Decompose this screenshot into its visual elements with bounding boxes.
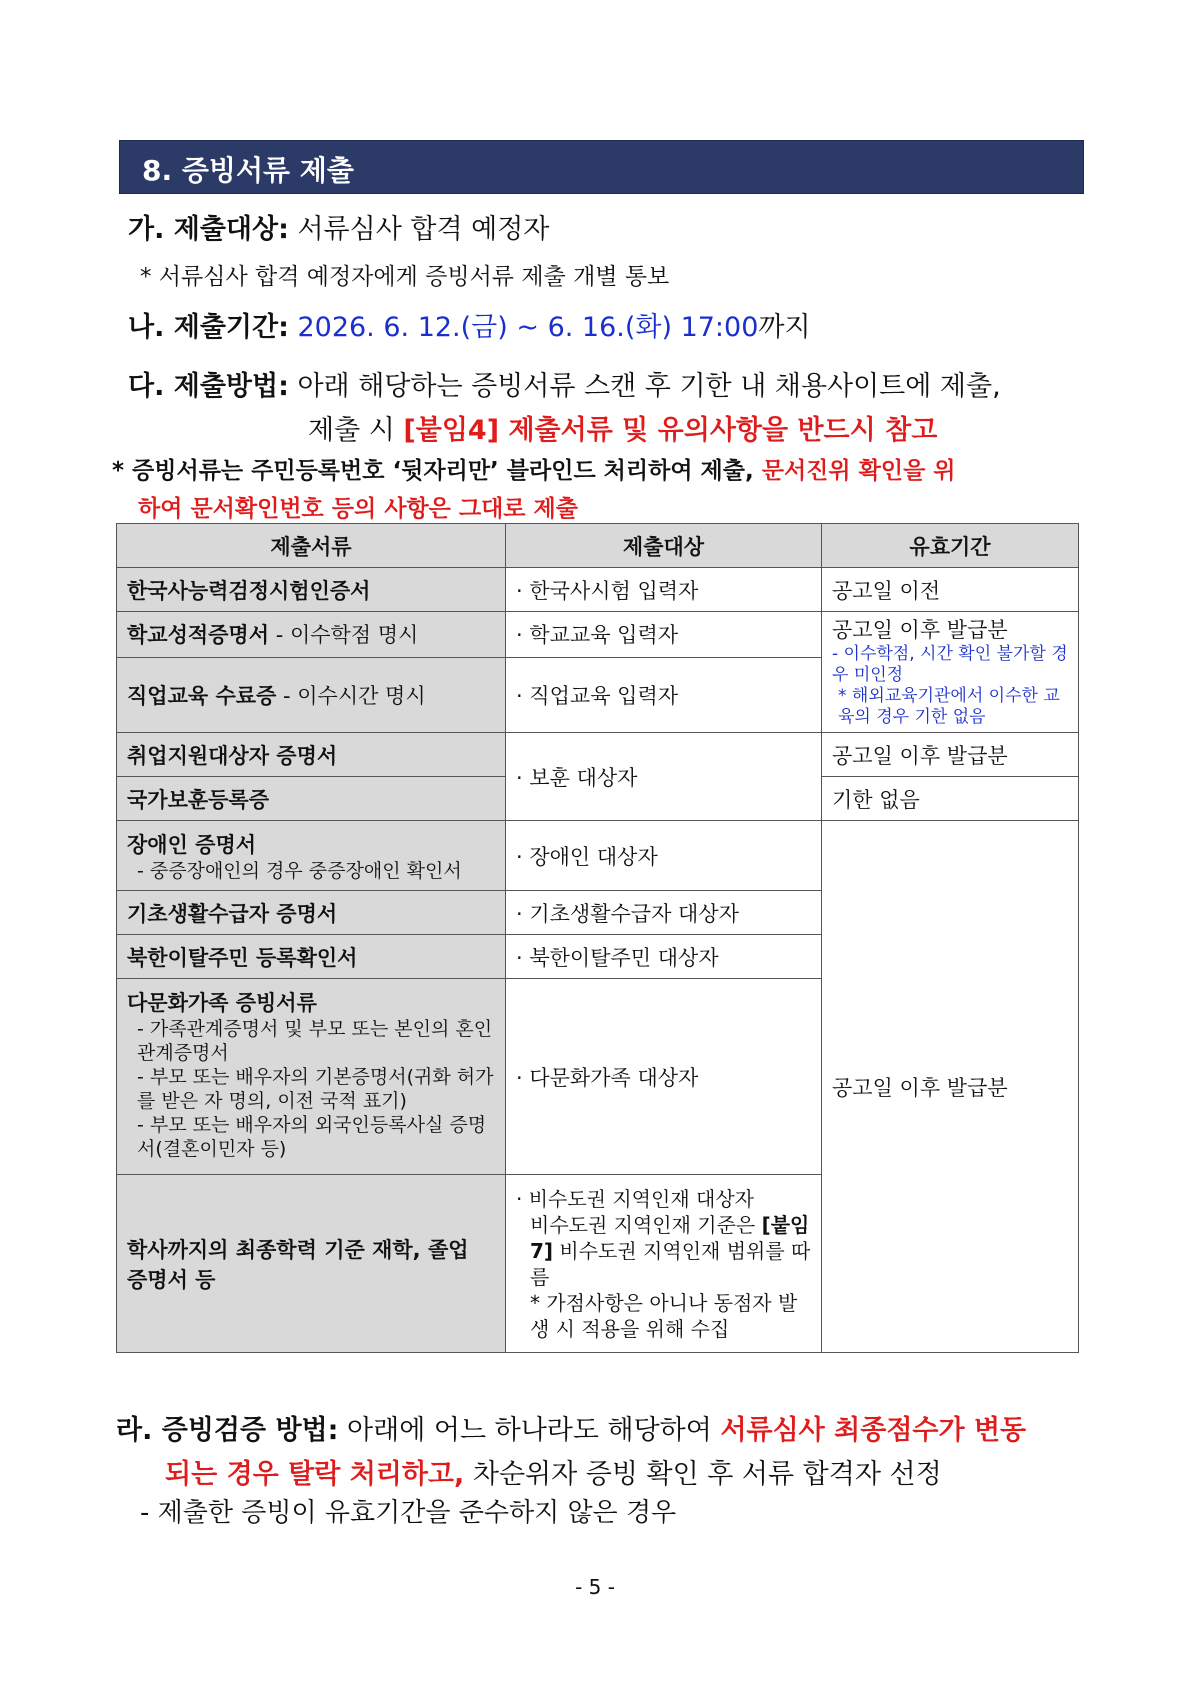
doc-cell: 한국사능력검정시험인증서 [117, 568, 506, 612]
star-note-red2: 하여 문서확인번호 등의 사항은 그대로 제출 [138, 496, 578, 522]
documents-table [116, 523, 1079, 1353]
item-ga [128, 207, 549, 246]
doc-cell: 취업지원대상자 증명서 [117, 733, 506, 777]
table-header-row [117, 524, 1079, 568]
doc-cell: 학사까지의 최종학력 기준 재학, 졸업 증명서 등 [117, 1175, 506, 1353]
item-ga-note: * 서류심사 합격 예정자에게 증빙서류 제출 개별 통보 [140, 264, 670, 290]
doc-cell: 북한이탈주민 등록확인서 [117, 935, 506, 979]
item-ra-line2 [165, 1452, 942, 1491]
item-na-label: 나. 제출기간: [128, 312, 289, 343]
item-ra-bullet: - 제출한 증빙이 유효기간을 준수하지 않은 경우 [140, 1498, 677, 1528]
target-cell: · 비수도권 지역인재 대상자 비수도권 지역인재 기준은 [붙임7] 비수도권 지역인재 범위를 따름 * 가점사항은 아니나 동점자 발생 시 적용을 위해 수집 [506, 1175, 822, 1353]
item-na-suffix: 까지 [758, 312, 811, 343]
validity-note: - 이수학점, 시간 확인 불가할 경우 미인정 [832, 644, 1068, 685]
item-da-label: 다. 제출방법: [128, 371, 289, 402]
doc-cell: 학교성적증명서 - 이수학점 명시 [117, 612, 506, 658]
item-ga-text: 서류심사 합격 예정자 [297, 214, 550, 245]
header-documents: 제출서류 [117, 524, 506, 568]
star-note-red1: 문서진위 확인을 위 [761, 458, 956, 484]
item-ra-red1: 서류심사 최종점수가 변동 [720, 1415, 1027, 1446]
table-row [117, 821, 1079, 891]
target-cell: · 직업교육 입력자 [506, 657, 822, 733]
target-cell: · 다문화가족 대상자 [506, 979, 822, 1175]
doc-cell: 다문화가족 증빙서류 - 가족관계증명서 및 부모 또는 본인의 혼인관계증명서 - 부모 또는 배우자의 기본증명서(귀화 허가를 받은 자 명의, 이전 국적 표기) - 부모 또는 배우자의 외국인등록사실 증명서(결혼이민자 등) [117, 979, 506, 1175]
doc-cell: 기초생활수급자 증명서 [117, 891, 506, 935]
item-da [128, 364, 1001, 403]
section-title: 8. 증빙서류 제출 [142, 154, 354, 187]
item-ra [116, 1408, 1026, 1447]
table-row [117, 568, 1079, 612]
doc-cell: 직업교육 수료증 - 이수시간 명시 [117, 657, 506, 733]
table-row [117, 612, 1079, 658]
doc-cell: 국가보훈등록증 [117, 777, 506, 821]
target-cell: · 북한이탈주민 대상자 [506, 935, 822, 979]
item-ra-label: 라. 증빙검증 방법: [116, 1415, 339, 1446]
star-note-line1 [112, 452, 956, 485]
item-na-period: 2026. 6. 12.(금) ~ 6. 16.(화) 17:00 [297, 312, 759, 343]
star-note-prefix: * 증빙서류는 주민등록번호 ‘뒷자리만’ 블라인드 처리하여 제출, [112, 458, 762, 484]
doc-cell: 장애인 증명서 - 중증장애인의 경우 중증장애인 확인서 [117, 821, 506, 891]
table-row [117, 733, 1079, 777]
item-ga-label: 가. 제출대상: [128, 214, 289, 245]
item-da-text2: 제출 시 [308, 415, 404, 446]
item-na [128, 305, 811, 344]
page-number: - 5 - [575, 1575, 615, 1599]
item-da-text1: 아래 해당하는 증빙서류 스캔 후 기한 내 채용사이트에 제출, [297, 371, 1001, 402]
header-target: 제출대상 [506, 524, 822, 568]
target-cell: · 한국사시험 입력자 [506, 568, 822, 612]
item-ra-text2: 차순위자 증빙 확인 후 서류 합격자 선정 [464, 1459, 942, 1490]
item-ra-red2: 되는 경우 탈락 처리하고, [165, 1459, 465, 1490]
target-cell: · 기초생활수급자 대상자 [506, 891, 822, 935]
validity-cell: 공고일 이전 [822, 568, 1079, 612]
target-cell: · 장애인 대상자 [506, 821, 822, 891]
header-validity: 유효기간 [822, 524, 1079, 568]
target-cell: · 학교교육 입력자 [506, 612, 822, 658]
validity-note: * 해외교육기관에서 이수한 교육의 경우 기한 없음 [838, 686, 1060, 727]
item-ra-text1: 아래에 어느 하나라도 해당하여 [347, 1415, 721, 1446]
validity-cell: 기한 없음 [822, 777, 1079, 821]
item-da-line2 [308, 408, 937, 447]
section-header [119, 140, 1084, 194]
validity-cell: 공고일 이후 발급분 [822, 821, 1079, 1353]
validity-cell: 공고일 이후 발급분 - 이수학점, 시간 확인 불가할 경우 미인정 * 해외교육기관에서 이수한 교육의 경우 기한 없음 [822, 612, 1079, 733]
item-da-emphasis: [붙임4] 제출서류 및 유의사항을 반드시 참고 [403, 415, 938, 446]
target-cell: · 보훈 대상자 [506, 733, 822, 821]
validity-cell: 공고일 이후 발급분 [822, 733, 1079, 777]
